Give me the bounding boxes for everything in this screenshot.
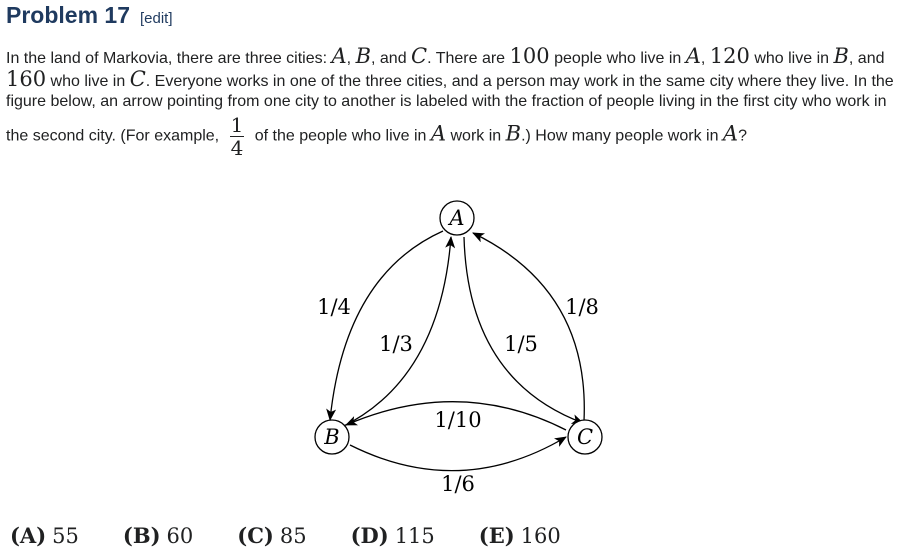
problem-line-3: figure below, an arrow pointing from one city to another is labeled with the fraction of people living in the first city who work in xyxy=(6,93,887,110)
edge-b-to-c xyxy=(350,437,566,471)
problem-line-2: 160 who live in C. Everyone works in one of the three cities, and a person may work in the same city where they live. In the xyxy=(6,67,894,91)
edge-c-to-b-label: 1/10 xyxy=(434,408,482,432)
edge-b-to-a-label: 1/3 xyxy=(379,332,413,356)
node-b-label: B xyxy=(324,425,340,449)
edge-c-to-a-label: 1/8 xyxy=(565,295,599,319)
edit-link[interactable]: [edit] xyxy=(140,10,173,27)
example-fraction: $\frac{1}{4}$ xyxy=(230,113,244,160)
edge-a-to-c-label: 1/5 xyxy=(504,332,538,356)
choice-c[interactable]: (C) 85 xyxy=(237,523,307,548)
edge-a-to-b xyxy=(330,231,443,420)
choice-a[interactable]: (A) 55 xyxy=(10,523,79,548)
node-c-label: C xyxy=(576,425,594,449)
node-a-label: A xyxy=(449,206,465,230)
edge-a-to-c xyxy=(464,237,583,423)
choice-d[interactable]: (D) 115 xyxy=(350,523,435,548)
problem-line-1: In the land of Markovia, there are three cities: A, B, and C. There are 100 people who live in A, 120 who live in B, and xyxy=(6,44,885,68)
choice-b[interactable]: (B) 60 xyxy=(122,523,194,548)
choice-e[interactable]: (E) 160 xyxy=(478,523,561,548)
edge-b-to-c-label: 1/6 xyxy=(441,472,475,496)
problem-line-4: the second city. (For example, $\frac{1}{4}$ of the people who live in A work in B.) How many people work in A? xyxy=(6,113,747,160)
problem-title: Problem 17 xyxy=(6,2,130,28)
answer-choices xyxy=(10,523,605,548)
edge-a-to-b-label: 1/4 xyxy=(317,295,351,319)
